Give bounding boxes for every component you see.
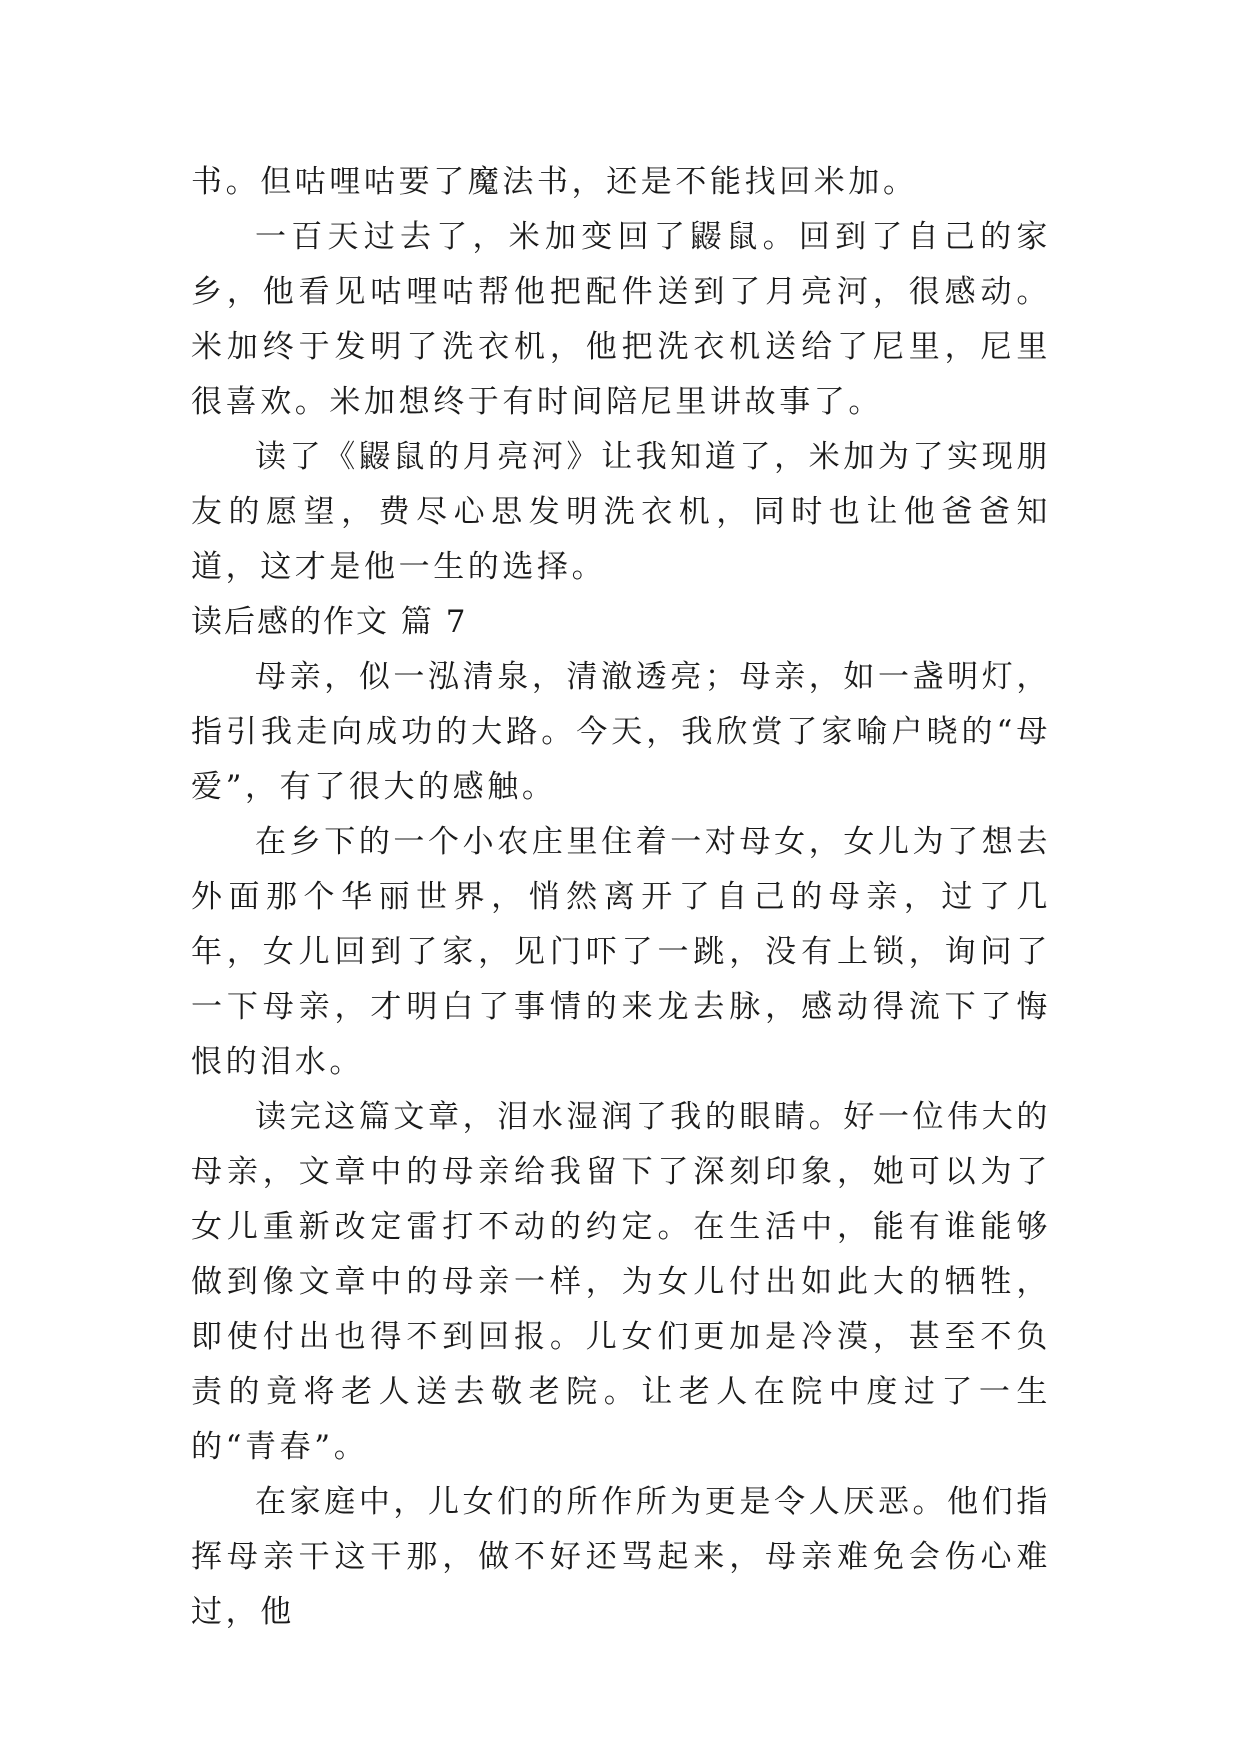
paragraph: 在家庭中，儿女们的所作所为更是令人厌恶。他们指挥母亲干这干那，做不好还骂起来，母亲难免会伤心难过，他 — [191, 1484, 1051, 1630]
paragraph: 读完这篇文章，泪水湿润了我的眼睛。好一位伟大的母亲，文章中的母亲给我留下了深刻印象，她可以为了女儿重新改定雷打不动的约定。在生活中，能有谁能够做到像文章中的母亲一样，为女儿付出如此大的牺牲，即使付出也得不到回报。儿女们更加是冷漠，甚至不负责的竟将老人送去敬老院。让老人在院中度过了一生的“青春”。 — [191, 1099, 1051, 1465]
paragraph-continuation: 书。但咕哩咕要了魔法书，还是不能找回米加。 — [191, 164, 918, 200]
section-heading: 读后感的作文 篇 7 — [191, 604, 468, 640]
document-body — [191, 155, 1051, 1640]
paragraph: 母亲，似一泓清泉，清澈透亮；母亲，如一盏明灯，指引我走向成功的大路。今天，我欣赏了家喻户晓的“母爱”，有了很大的感触。 — [191, 659, 1051, 805]
paragraph: 一百天过去了，米加变回了鼹鼠。回到了自己的家乡，他看见咕哩咕帮他把配件送到了月亮河，很感动。米加终于发明了洗衣机，他把洗衣机送给了尼里，尼里很喜欢。米加想终于有时间陪尼里讲故事了。 — [191, 219, 1051, 420]
paragraph: 在乡下的一个小农庄里住着一对母女，女儿为了想去外面那个华丽世界，悄然离开了自己的母亲，过了几年，女儿回到了家，见门吓了一跳，没有上锁，询问了一下母亲，才明白了事情的来龙去脉，感动得流下了悔恨的泪水。 — [191, 824, 1051, 1080]
paragraph: 读了《鼹鼠的月亮河》让我知道了，米加为了实现朋友的愿望，费尽心思发明洗衣机，同时也让他爸爸知道，这才是他一生的选择。 — [191, 439, 1051, 585]
